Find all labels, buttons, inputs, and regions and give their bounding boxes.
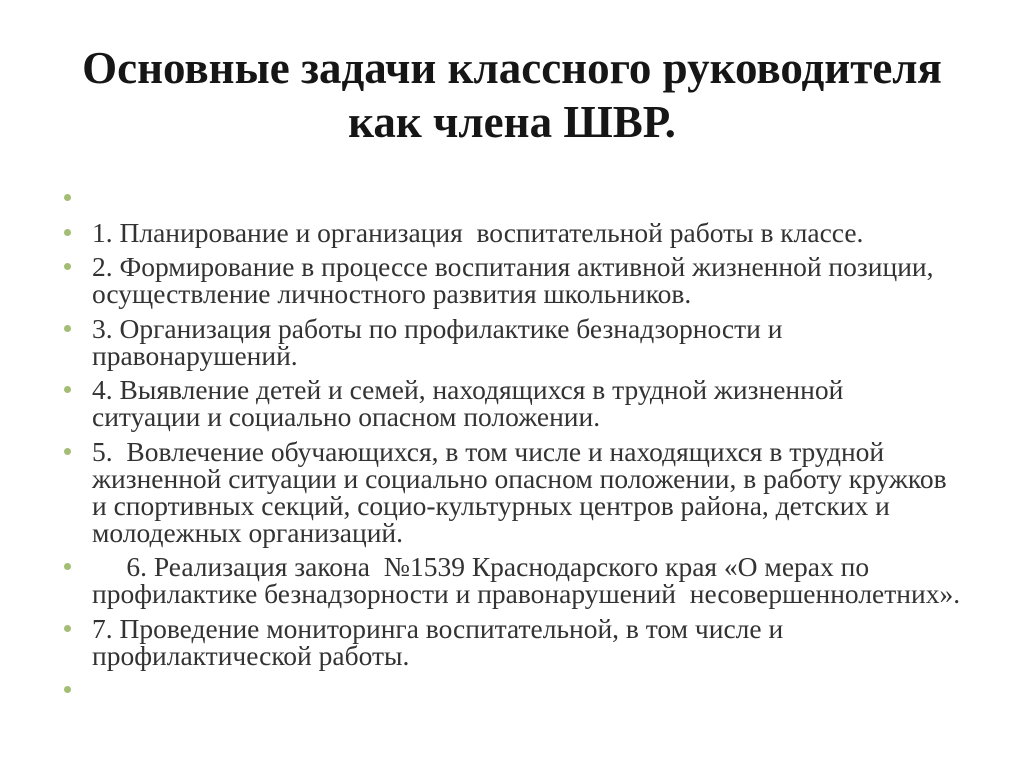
bullet-list (92, 184, 1004, 703)
bullet-text-line: 2. Формирование в процессе воспитания активной жизненной позиции, (92, 251, 934, 282)
bullet-item-6 (92, 553, 1004, 607)
bullet-text-line: жизненной ситуации и социально опасном положении, в работу кружков (92, 462, 947, 494)
title-line-1: Основные задачи классного руководителя (82, 43, 942, 93)
bullet-text-line: 6. Реализация закона №1539 Краснодарского края «О мерах по (92, 551, 870, 582)
bullet-text-line: правонарушений. (92, 339, 298, 371)
bullet-dot-icon (64, 263, 71, 270)
slide-title (0, 41, 1024, 149)
bullet-item-empty-bottom (92, 676, 1004, 703)
bullet-dot-icon (64, 686, 71, 693)
bullet-item-empty-top (92, 184, 1004, 211)
bullet-text-line: 3. Организация работы по профилактике безнадзорности и (92, 312, 783, 344)
bullet-text-line: и спортивных секций, социо-культурных центров района, детских и (92, 489, 890, 521)
bullet-item-2 (92, 253, 1004, 307)
bullet-text-line: 1. Планирование и организация воспитательной работы в классе. (92, 216, 864, 248)
title-line-2: как члена ШВР. (348, 97, 676, 147)
bullet-item-1 (92, 216, 1004, 248)
bullet-dot-icon (64, 448, 71, 455)
bullet-text-line: 4. Выявление детей и семей, находящихся в трудной жизненной (92, 374, 844, 405)
bullet-text-line: 5. Вовлечение обучающихся, в том числе и находящихся в трудной (92, 435, 885, 467)
bullet-dot-icon (64, 625, 71, 632)
bullet-dot-icon (64, 194, 71, 201)
bullet-dot-icon (64, 563, 71, 570)
bullet-text-line: молодежных организаций. (92, 516, 403, 548)
bullet-item-5 (92, 435, 1004, 548)
bullet-text-line: осуществление личностного развития школьников. (92, 278, 692, 309)
bullet-text-line: профилактической работы. (92, 639, 410, 671)
bullet-item-3 (92, 312, 1004, 371)
bullet-dot-icon (64, 325, 71, 332)
bullet-text-line: ситуации и социально опасном положении. (92, 401, 601, 432)
bullet-item-4 (92, 376, 1004, 430)
bullet-dot-icon (64, 386, 71, 393)
bullet-text-line: профилактике безнадзорности и правонарушений несовершеннолетних». (92, 578, 961, 609)
bullet-item-7 (92, 612, 1004, 671)
bullet-text-line: 7. Проведение мониторинга воспитательной, в том числе и (92, 612, 784, 644)
bullet-dot-icon (64, 229, 71, 236)
